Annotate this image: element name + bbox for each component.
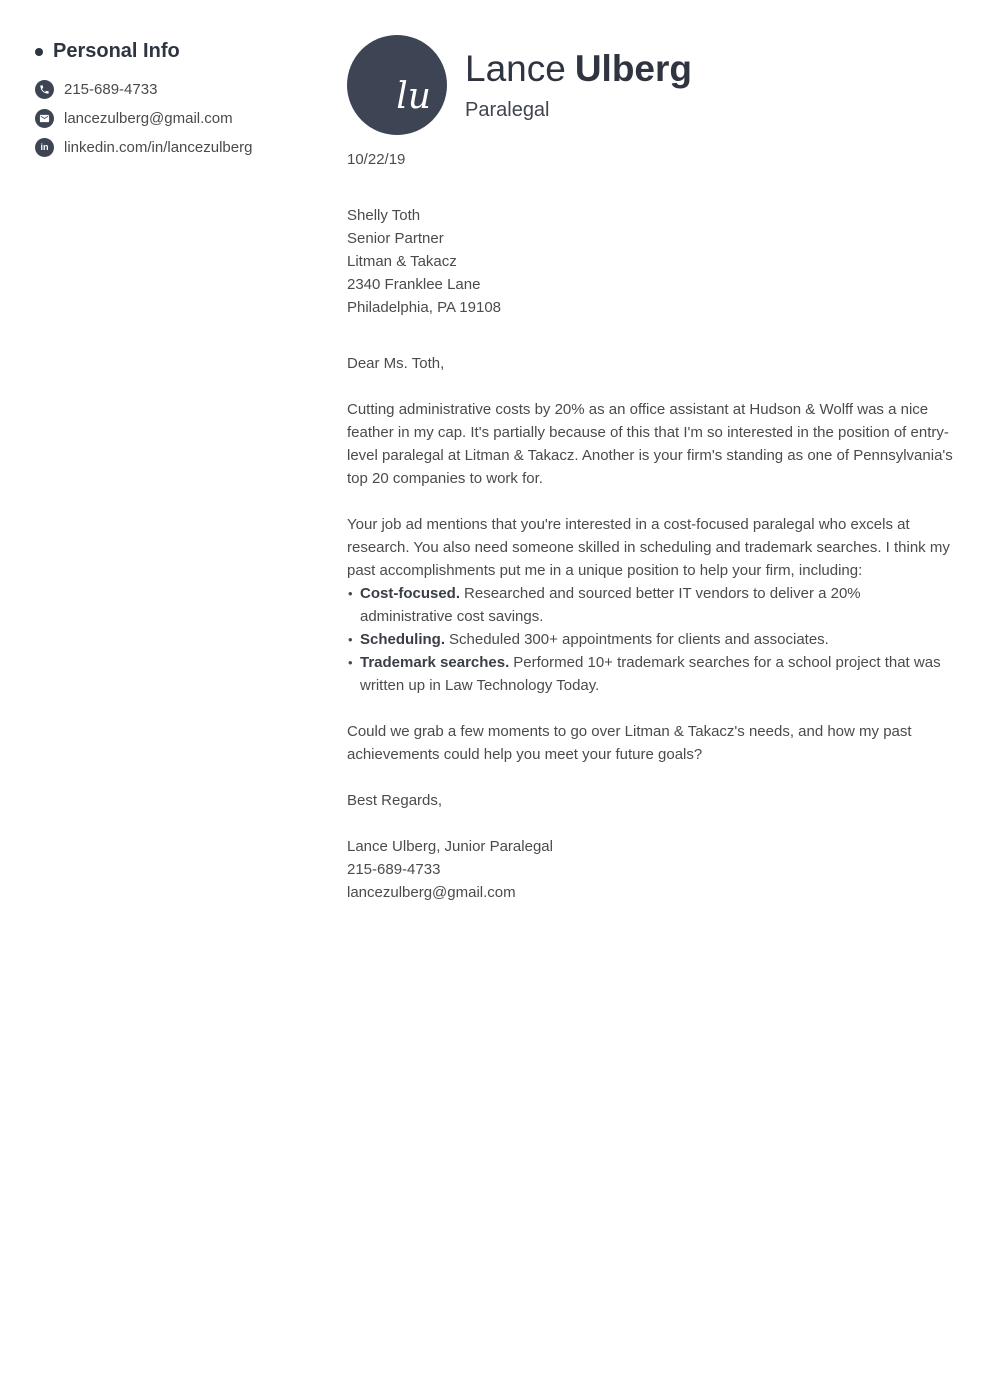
signature-block <box>347 835 953 904</box>
recipient-company: Litman & Takacz <box>347 253 457 270</box>
bullet-lead: Trademark searches. <box>360 654 510 671</box>
linkedin-url: linkedin.com/in/lancezulberg <box>64 139 253 156</box>
email-icon <box>35 109 54 128</box>
job-title: Paralegal <box>465 98 550 121</box>
linkedin-icon: in <box>35 138 54 157</box>
paragraph-skills: Your job ad mentions that you're interested in a cost-focused paralegal who excels at research. You also need someone skilled in scheduling and trademark searches. I think my past accomplishments put me in a unique position to help your firm, including: <box>347 516 950 579</box>
letter-body <box>347 148 953 904</box>
contact-row-linkedin <box>35 138 325 157</box>
name-block <box>465 48 692 122</box>
personal-info-heading-label: Personal Info <box>53 40 180 62</box>
accomplishment-list <box>347 582 953 697</box>
contact-list <box>35 80 325 157</box>
avatar <box>347 35 447 135</box>
phone-number: 215-689-4733 <box>64 81 158 98</box>
signature-email: lancezulberg@gmail.com <box>347 884 516 901</box>
signature-name: Lance Ulberg, Junior Paralegal <box>347 838 553 855</box>
letter-header <box>347 35 953 135</box>
first-name: Lance <box>465 48 566 90</box>
bullet-text: Researched and sourced better IT vendors to deliver a 20% administrative cost savings. <box>360 585 861 625</box>
recipient-role: Senior Partner <box>347 230 444 247</box>
avatar-monogram: lu <box>396 76 431 117</box>
personal-info-sidebar <box>35 40 325 157</box>
recipient-name: Shelly Toth <box>347 207 421 224</box>
contact-row-phone <box>35 80 325 99</box>
paragraph-intro: Cutting administrative costs by 20% as an office assistant at Hudson & Wolff was a nice feather in my cap. It's partially because of this that I'm so interested in the position of entry-level paralegal at Litman & Takacz. Another is your firm's standing as one of Pennsylvania's top 20 companies to work for. <box>347 401 953 487</box>
list-item <box>347 628 953 651</box>
bullet-dot-icon <box>35 48 43 56</box>
applicant-name <box>465 48 692 91</box>
signature-phone: 215-689-4733 <box>347 861 441 878</box>
list-item <box>347 582 953 628</box>
recipient-street: 2340 Franklee Lane <box>347 276 481 293</box>
phone-icon <box>35 80 54 99</box>
bullet-text: Performed 10+ trademark searches for a school project that was written up in Law Technology Today. <box>360 654 941 694</box>
closing: Best Regards, <box>347 792 443 809</box>
bullet-lead: Scheduling. <box>360 631 446 648</box>
list-item <box>347 651 953 697</box>
bullet-text: Scheduled 300+ appointments for clients and associates. <box>449 631 829 648</box>
salutation: Dear Ms. Toth, <box>347 355 445 372</box>
personal-info-heading <box>35 40 325 63</box>
letter-main-column <box>347 35 953 904</box>
paragraph-call-to-action: Could we grab a few moments to go over Litman & Takacz's needs, and how my past achievements could help you meet your future goals? <box>347 723 912 763</box>
letter-date: 10/22/19 <box>347 151 406 168</box>
recipient-block <box>347 204 953 319</box>
contact-row-email <box>35 109 325 128</box>
last-name: Ulberg <box>574 48 692 90</box>
bullet-lead: Cost-focused. <box>360 585 461 602</box>
email-address: lancezulberg@gmail.com <box>64 110 233 127</box>
recipient-city: Philadelphia, PA 19108 <box>347 299 502 316</box>
